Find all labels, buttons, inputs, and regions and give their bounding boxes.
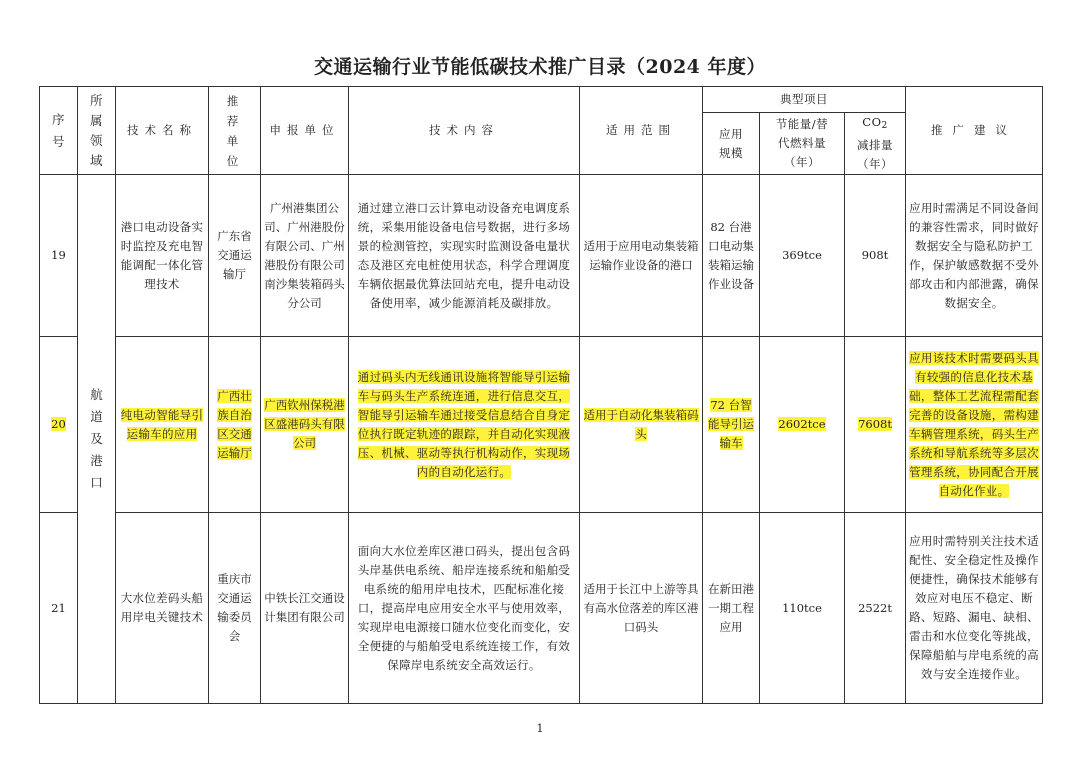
domain-cell: 航道及港口 [78,175,116,704]
row-tech-name: 大水位差码头船用岸电关键技术 [116,513,209,704]
row-co2: 908t [845,175,906,337]
row-scale: 82 台港口电动集装箱运输作业设备 [703,175,760,337]
row-seq: 20 [40,337,78,513]
header-domain: 所属领域 [78,87,116,175]
header-recommender: 推荐单位 [209,87,261,175]
header-energy-saving: 节能量/替代燃料量（年） [760,113,845,175]
row-energy-saving: 2602tce [760,337,845,513]
row-scope: 适用于应用电动集装箱运输作业设备的港口 [580,175,703,337]
table-row [40,175,1043,337]
row-suggestion: 应用时需特别关注技术适配性、安全稳定性及操作便捷性，确保技术能够有效应对电压不稳定、断路、短路、漏电、缺相、雷击和水位变化等挑战，保障船舶与岸电系统的高效与安全连接作业。 [906,513,1043,704]
header-applicant: 申报单位 [261,87,349,175]
row-applicant: 广州港集团公司、广州港股份有限公司、广州港股份有限公司南沙集装箱码头分公司 [261,175,349,337]
row-seq: 21 [40,513,78,704]
row-applicant: 中铁长江交通设计集团有限公司 [261,513,349,704]
header-scope: 适用范围 [580,87,703,175]
row-recommender: 重庆市交通运输委员会 [209,513,261,704]
table-row-highlighted [40,337,1043,513]
row-scope: 适用于长江中上游等具有高水位落差的库区港口码头 [580,513,703,704]
header-typical-project: 典型项目 [703,87,906,113]
header-row-1 [40,87,1043,113]
row-content: 通过建立港口云计算电动设备充电调度系统，采集用能设备电信号数据，进行多场景的检测管控，实现实时监测设备电量状态及港区充电桩使用状态，科学合理调度车辆依据最优算法回站充电，提升电动设备使用率，减少能源消耗及碳排放。 [349,175,580,337]
header-tech-name: 技术名称 [116,87,209,175]
row-energy-saving: 110tce [760,513,845,704]
row-tech-name: 纯电动智能导引运输车的应用 [116,337,209,513]
row-scale: 72 台智能导引运输车 [703,337,760,513]
row-scale: 在新田港一期工程应用 [703,513,760,704]
row-content: 面向大水位差库区港口码头，提出包含码头岸基供电系统、船岸连接系统和船舶受电系统的船用岸电技术，匹配标准化接口，提高岸电应用安全水平与使用效率，实现岸电电源接口随水位变化而变化，安全便捷的与船舶受电系统连接工作，有效保障岸电系统安全高效运行。 [349,513,580,704]
header-scale: 应用规模 [703,113,760,175]
row-scope: 适用于自动化集装箱码头 [580,337,703,513]
row-co2: 7608t [845,337,906,513]
row-seq: 19 [40,175,78,337]
page-title: 交通运输行业节能低碳技术推广目录（2024 年度） [314,56,766,78]
row-applicant: 广西钦州保税港区盛港码头有限公司 [261,337,349,513]
row-co2: 2522t [845,513,906,704]
row-recommender: 广西壮族自治区交通运输厅 [209,337,261,513]
row-suggestion: 应用该技术时需要码头具有较强的信息化技术基础，整体工艺流程需配套完善的设备设施，需构建车辆管理系统，码头生产系统和导航系统等多层次管理系统，协同配合开展自动化作业。 [906,337,1043,513]
header-content: 技术内容 [349,87,580,175]
row-tech-name: 港口电动设备实时监控及充电智能调配一体化管理技术 [116,175,209,337]
technology-catalog-table [39,86,1043,704]
header-suggestion: 推广建议 [906,87,1043,175]
page-number: 1 [536,722,544,735]
table-row [40,513,1043,704]
row-recommender: 广东省交通运输厅 [209,175,261,337]
row-energy-saving: 369tce [760,175,845,337]
row-suggestion: 应用时需满足不同设备间的兼容性需求，同时做好数据安全与隐私防护工作，保护敏感数据不受外部攻击和内部泄露，确保数据安全。 [906,175,1043,337]
header-seq: 序号 [40,87,78,175]
header-co2: $CO_2$ 减排量（年） [845,113,906,175]
row-content: 通过码头内无线通讯设施将智能导引运输车与码头生产系统连通，进行信息交互，智能导引运输车通过接受信息结合自身定位执行既定轨迹的跟踪，并自动化实现液压、机械、驱动等执行机构动作，实现场内的自动化运行。 [349,337,580,513]
